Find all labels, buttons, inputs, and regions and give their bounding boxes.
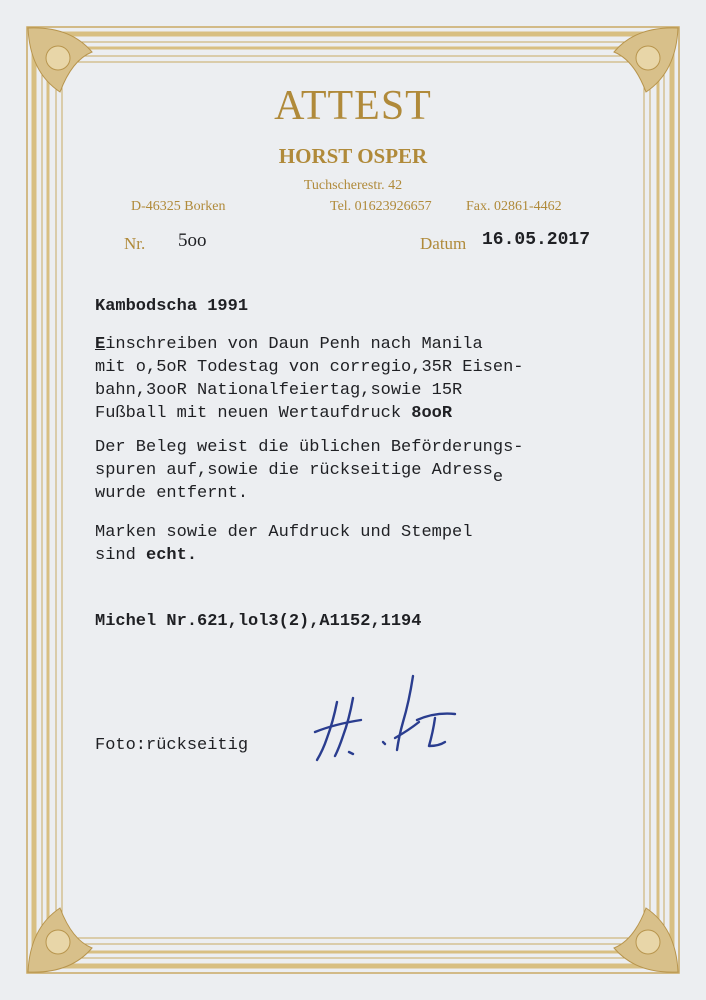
condition-line-3: wurde entfernt.: [95, 484, 249, 503]
heading-country-year: Kambodscha 1991: [95, 297, 249, 316]
description-line-1: [95, 333, 483, 356]
description-initial: E: [95, 335, 106, 354]
issuer-fax: Fax. 02861-4462: [466, 199, 562, 214]
issuer-phone: Tel. 01623926657: [330, 199, 432, 214]
photo-note: Foto:rückseitig: [95, 736, 249, 755]
certificate-title: ATTEST: [274, 83, 432, 129]
issuer-city: D-46325 Borken: [131, 199, 226, 214]
number-label: Nr.: [124, 234, 146, 253]
description-line-4-text: Fußball mit neuen Wertaufdruck: [95, 404, 412, 423]
handwritten-signature: [305, 672, 465, 772]
condition-line-2: [95, 459, 504, 487]
verdict-genuine: echt.: [146, 546, 198, 565]
verdict-line-1: Marken sowie der Aufdruck und Stempel: [95, 523, 473, 542]
description-line-4: [95, 402, 452, 425]
verdict-line-2-text: sind: [95, 546, 147, 565]
corner-ornament-bottom-right: [614, 908, 678, 972]
condition-line-2-text: spuren auf,sowie die rückseitige Adress: [95, 461, 493, 480]
corner-ornament-bottom-left: [28, 908, 92, 972]
date-label: Datum: [420, 234, 467, 253]
date-value: 16.05.2017: [482, 230, 591, 250]
michel-catalog-numbers: Michel Nr.621,lol3(2),A1152,1194: [95, 612, 422, 631]
surcharge-value: 8ooR: [411, 404, 453, 423]
issuer-street: Tuchscherestr. 42: [303, 178, 403, 193]
description-line-1-text: inschreiben von Daun Penh nach Manila: [105, 335, 483, 354]
condition-line-2-sub: e: [492, 468, 504, 487]
description-line-2: mit o,5oR Todestag von corregio,35R Eisen-: [95, 358, 524, 377]
number-value: 5oo: [178, 230, 207, 251]
verdict-line-2: [95, 544, 197, 567]
issuer-name: HORST OSPER: [278, 144, 428, 168]
description-line-3: bahn,3ooR Nationalfeiertag,sowie 15R: [95, 381, 463, 400]
condition-line-1: Der Beleg weist die üblichen Beförderungs-: [95, 438, 524, 457]
